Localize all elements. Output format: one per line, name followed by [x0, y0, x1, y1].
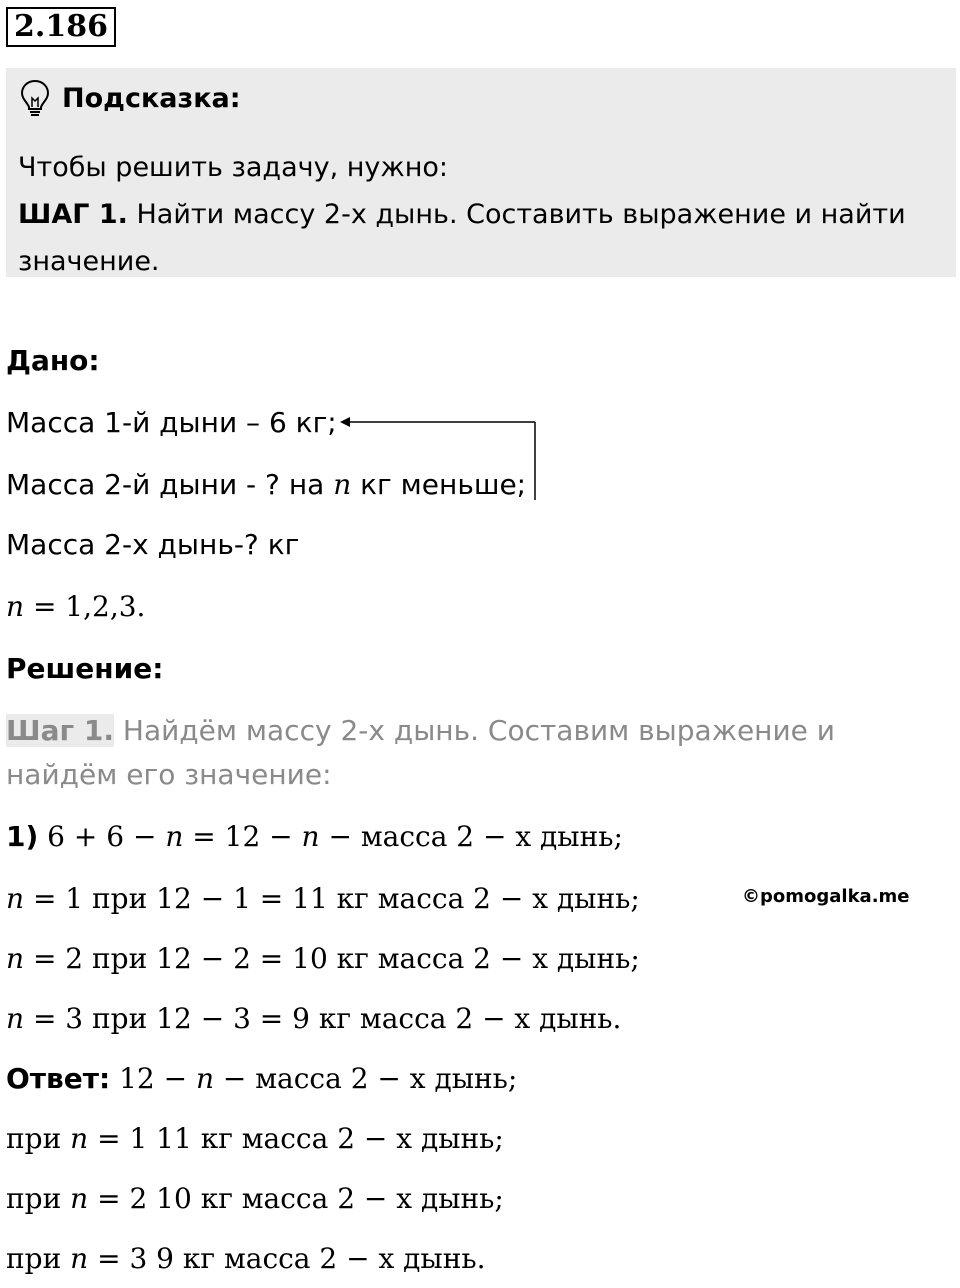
expression-var-1: n	[165, 820, 184, 853]
expression-label: 1)	[6, 820, 39, 853]
case-3-var: n	[6, 1002, 25, 1035]
given-line-4-var: n	[6, 590, 25, 623]
given-line-2-var: n	[333, 468, 352, 501]
solution-step-line-2: найдём его значение:	[6, 758, 332, 791]
given-title: Дано:	[6, 344, 100, 377]
hint-step	[18, 191, 948, 285]
answer-line-4-a: при	[6, 1242, 71, 1275]
expression-part-c: − масса 2 − х дынь;	[319, 820, 623, 853]
answer-line-4-b: = 3 9 кг масса 2 − х дынь.	[88, 1242, 486, 1275]
hint-step-text: Найти массу 2-х дынь. Составить выражение и найти значение.	[18, 199, 906, 277]
problem-number: 2.186	[6, 7, 116, 47]
given-line-2-text: Масса 2-й дыни - ? на	[6, 468, 334, 501]
answer-line-3-b: = 2 10 кг масса 2 − х дынь;	[88, 1182, 504, 1215]
answer-line-2-b: = 1 11 кг масса 2 − х дынь;	[88, 1122, 504, 1155]
hint-title: Подсказка:	[62, 82, 241, 114]
expression-part-a: 6 + 6 −	[38, 820, 166, 853]
case-line-3	[6, 1002, 621, 1035]
answer-line-3-a: при	[6, 1182, 71, 1215]
solution-step-label: Шаг 1.	[6, 714, 114, 747]
case-line-2	[6, 942, 640, 975]
answer-label: Ответ:	[6, 1062, 111, 1095]
answer-line-1-b: − масса 2 − х дынь;	[214, 1062, 518, 1095]
given-line-3: Масса 2-х дынь-? кг	[6, 528, 300, 561]
hint-line-1: Чтобы решить задачу, нужно:	[18, 152, 448, 183]
case-2-var: n	[6, 942, 25, 975]
answer-line-2-var: n	[70, 1122, 89, 1155]
solution-step-line-1	[6, 714, 835, 747]
expression-var-2: n	[301, 820, 320, 853]
given-line-1: Масса 1-й дыни – 6 кг;	[6, 406, 337, 439]
hint-text	[18, 144, 948, 285]
answer-line-4	[6, 1242, 486, 1275]
hint-step-label: ШАГ 1.	[18, 199, 128, 230]
solution-step-text-1: Найдём массу 2-х дынь. Составим выражение и	[113, 714, 835, 747]
lightbulb-icon	[18, 78, 52, 118]
expression-line	[6, 820, 623, 853]
watermark: ©pomogalka.me	[742, 886, 910, 907]
answer-line-3-var: n	[70, 1182, 89, 1215]
case-1-var: n	[6, 882, 25, 915]
answer-line-4-var: n	[70, 1242, 89, 1275]
answer-line-1	[6, 1062, 517, 1095]
hint-box	[6, 68, 956, 277]
solution-title: Решение:	[6, 652, 164, 685]
answer-line-1-var: n	[195, 1062, 215, 1095]
answer-line-2	[6, 1122, 504, 1155]
expression-part-b: = 12 −	[183, 820, 302, 853]
case-1-text: = 1 при 12 − 1 = 11 кг масса 2 − х дынь;	[24, 882, 640, 915]
answer-line-1-a: 12 −	[110, 1062, 196, 1095]
case-3-text: = 3 при 12 − 3 = 9 кг масса 2 − х дынь.	[24, 1002, 622, 1035]
case-line-1	[6, 882, 640, 915]
relation-arrow	[330, 414, 550, 514]
hint-header	[18, 76, 241, 120]
answer-line-3	[6, 1182, 504, 1215]
given-line-2-tail: кг меньше;	[351, 468, 527, 501]
given-line-4-tail: = 1,2,3.	[24, 590, 146, 623]
given-line-4	[6, 590, 145, 623]
answer-line-2-a: при	[6, 1122, 71, 1155]
case-2-text: = 2 при 12 − 2 = 10 кг масса 2 − х дынь;	[24, 942, 640, 975]
